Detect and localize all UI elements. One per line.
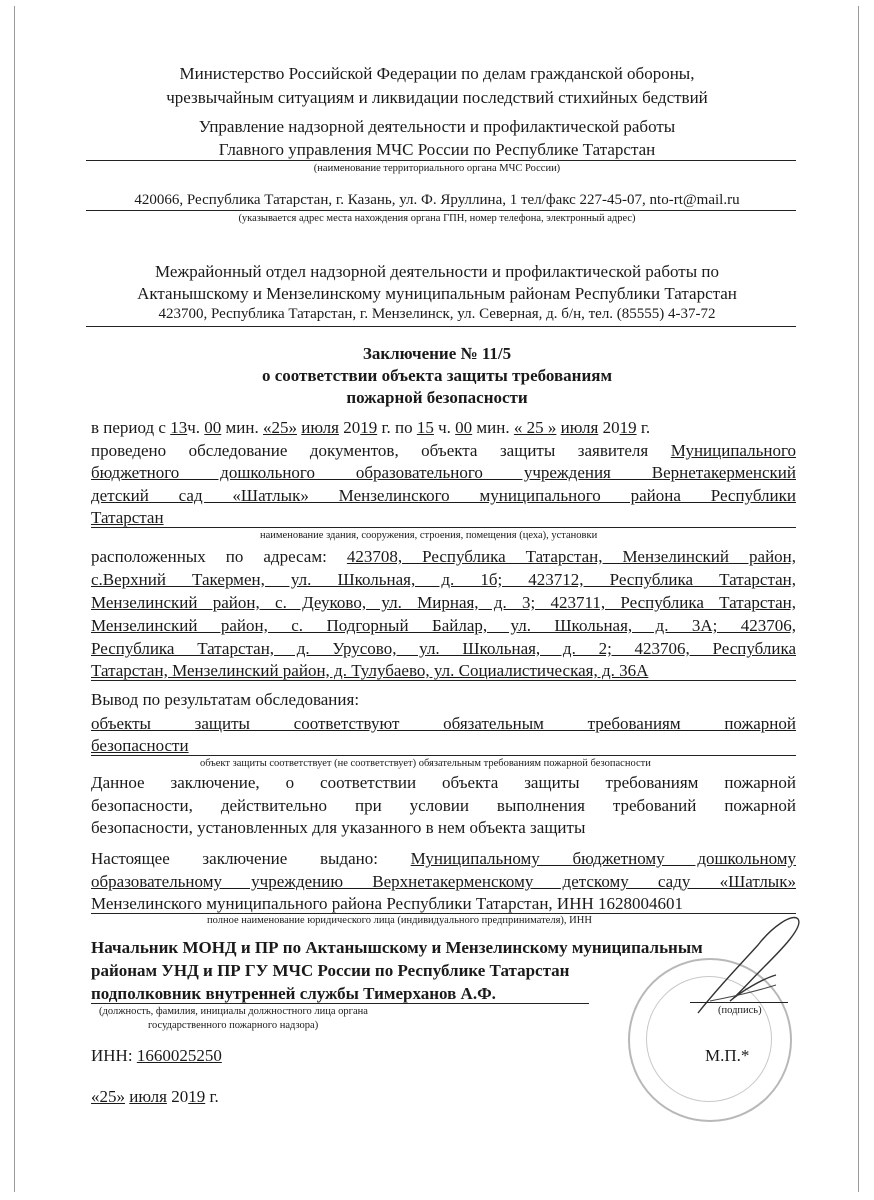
office-rule: [86, 326, 796, 327]
period-prefix: в период с: [91, 418, 166, 437]
signatory-line-1: Начальник МОНД и ПР по Актанышскому и Мензелинскому муниципальным: [91, 938, 703, 957]
address-2: с.Верхний Такермен, ул. Школьная, д. 1б; 423712, Республика Татарстан,: [91, 570, 796, 589]
applicant-rule: [91, 527, 796, 528]
to-ch: ч.: [438, 418, 451, 437]
period-line: [91, 418, 650, 438]
signatory-line-3: подполковник внутренней службы Тимерханов А.Ф.: [91, 984, 496, 1003]
to-min-label: мин.: [476, 418, 510, 437]
office-line-1: Межрайонный отдел надзорной деятельности и профилактической работы по: [155, 262, 719, 281]
issued-recipient-2: образовательному учреждению Верхнетакерменскому детскому саду «Шатлык»: [91, 872, 796, 891]
signature-caption: (подпись): [718, 1005, 762, 1016]
dept-rule: [86, 160, 796, 161]
date-year-prefix: 20: [171, 1087, 189, 1106]
issued-label: Настоящее заключение выдано:: [91, 849, 378, 868]
from-month: июля: [301, 418, 339, 437]
from-year: 19: [360, 418, 378, 437]
applicant-3: детский сад «Шатлык» Мензелинского муниципального района Республики: [91, 486, 796, 505]
date-line: [91, 1087, 219, 1107]
dept-caption: (наименование территориального органа МЧС России): [313, 163, 561, 174]
inspection-line-1: [91, 440, 796, 462]
inn-value: 1660025250: [136, 1046, 222, 1065]
date-year: 19: [188, 1087, 206, 1106]
issued-recipient-1: Муниципальному бюджетному дошкольному: [410, 849, 796, 868]
applicant-2: бюджетного дошкольного образовательного учреждения Вернетакерменский: [91, 463, 796, 482]
conclusion-rule: [91, 755, 796, 756]
applicant-4: Татарстан: [91, 508, 164, 527]
from-min-label: мин.: [225, 418, 259, 437]
issued-line-1: [91, 848, 796, 870]
from-year-prefix: 20: [343, 418, 361, 437]
validity-line-2: безопасности, действительно при условии выполнения требований пожарной: [91, 796, 796, 815]
validity-line-3: безопасности, установленных для указанного в нем объекта защиты: [91, 818, 586, 837]
scan-border-left: [14, 6, 15, 1192]
address-1: 423708, Республика Татарстан, Мензелинский район,: [346, 547, 797, 566]
to-hour: 15: [416, 418, 434, 437]
office-line-2: Актанышскому и Мензелинскому муниципальным районам Республики Татарстан: [137, 284, 737, 303]
ministry-line-2: чрезвычайным ситуациям и ликвидации последствий стихийных бедствий: [166, 88, 708, 107]
address-3: Мензелинский район, с. Деуково, ул. Мирная, д. 3; 423711, Республика Татарстан,: [91, 593, 796, 612]
office-line-3: 423700, Республика Татарстан, г. Мензелинск, ул. Северная, д. б/н, тел. (85555) 4-37-72: [158, 306, 716, 322]
conclusion-line-1: объекты защиты соответствуют обязательным требованиям пожарной: [91, 714, 796, 733]
inn-line: [91, 1046, 222, 1066]
address-4: Мензелинский район, с. Подгорный Байлар, ул. Школьная, д. 3А; 423706,: [91, 616, 796, 635]
issued-caption: полное наименование юридического лица (индивидуального предпринимателя), ИНН: [207, 915, 592, 926]
conclusion-caption: объект защиты соответствует (не соответствует) обязательным требованиям пожарной безопасности: [200, 758, 651, 769]
to-day: « 25 »: [513, 418, 557, 437]
date-g: г.: [209, 1087, 219, 1106]
signatory-caption-2: государственного пожарного надзора): [148, 1020, 319, 1031]
inspection-text: проведено обследование документов, объекта защиты заявителя: [91, 441, 649, 460]
address-line: 420066, Республика Татарстан, г. Казань, ул. Ф. Яруллина, 1 тел/факс 227-45-07, nto-rt@mail.ru: [134, 192, 740, 208]
addresses-line-1: [91, 546, 796, 568]
signatory-caption-1: (должность, фамилия, инициалы должностного лица органа: [99, 1006, 368, 1017]
address-rule: [91, 680, 796, 681]
signatory-line-2: районам УНД и ПР ГУ МЧС России по Республике Татарстан: [91, 961, 570, 980]
from-day: «25»: [263, 418, 297, 437]
title-line-3: пожарной безопасности: [346, 388, 528, 407]
to-year: 19: [619, 418, 637, 437]
to-g: г.: [640, 418, 651, 437]
period-po: по: [395, 418, 413, 437]
ministry-line-1: Министерство Российской Федерации по делам гражданской обороны,: [179, 64, 695, 83]
date-day: «25»: [91, 1087, 125, 1106]
to-month: июля: [560, 418, 599, 437]
to-year-prefix: 20: [602, 418, 620, 437]
from-g: г.: [381, 418, 391, 437]
address-6: Татарстан, Мензелинский район, д. Тулубаево, ул. Социалистическая, д. 36А: [91, 661, 649, 680]
dept-line-1: Управление надзорной деятельности и профилактической работы: [198, 117, 676, 136]
conclusion-line-2: безопасности: [91, 736, 189, 755]
scan-border-right: [858, 6, 859, 1192]
title-line-2: о соответствии объекта защиты требованиям: [261, 366, 613, 385]
signatory-rule: [91, 1003, 589, 1004]
conclusion-label: Вывод по результатам обследования:: [91, 690, 360, 709]
address-5: Республика Татарстан, д. Урусово, ул. Школьная, д. 2; 423706, Республика: [91, 639, 796, 658]
to-min: 00: [455, 418, 473, 437]
addresses-label: расположенных по адресам:: [91, 547, 327, 566]
from-min: 00: [204, 418, 222, 437]
applicant-1: Муниципального: [670, 441, 797, 460]
dept-line-2: Главного управления МЧС России по Республике Татарстан: [218, 140, 656, 159]
address-rule: [86, 210, 796, 211]
applicant-caption: наименование здания, сооружения, строения, помещения (цеха), установки: [260, 530, 598, 541]
date-month: июля: [129, 1087, 167, 1106]
from-hour: 13: [170, 418, 188, 437]
issued-recipient-3: Мензелинского муниципального района Республики Татарстан, ИНН 1628004601: [91, 894, 684, 913]
address-caption: (указывается адрес места нахождения органа ГПН, номер телефона, электронный адрес): [238, 213, 636, 224]
signature-rule: [690, 1002, 788, 1003]
from-ch: ч.: [187, 418, 201, 437]
inn-label: ИНН:: [91, 1046, 133, 1065]
validity-line-1: Данное заключение, о соответствии объекта защиты требованиям пожарной: [91, 773, 796, 792]
title-line-1: Заключение № 11/5: [362, 344, 512, 363]
mp-label: М.П.*: [705, 1046, 750, 1065]
